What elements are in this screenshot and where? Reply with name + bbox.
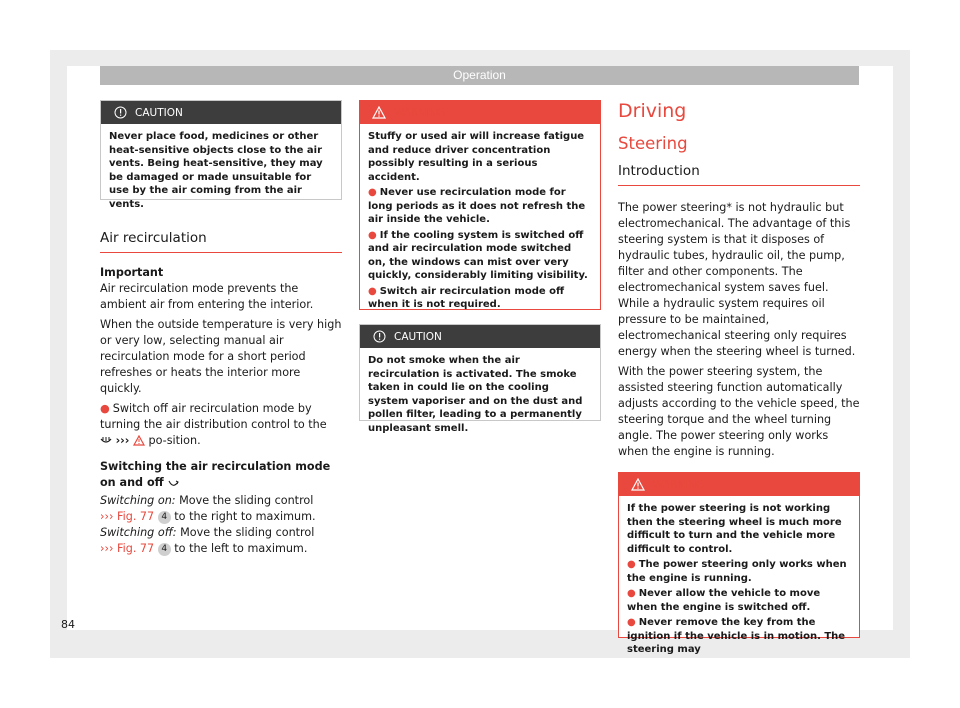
warning-triangle-icon [372, 106, 386, 120]
warning-label: WARNING [394, 106, 446, 119]
page-number: 84 [61, 618, 75, 631]
air-distribution-icon [100, 435, 112, 451]
caution-text: Do not smoke when the air recirculation is activated. The smoke taken in could lie on the cooling system vaporiser and on the dust and pollen filter, leading to a permanently unpleasant smell. [368, 355, 583, 434]
info-circle-icon [372, 330, 386, 344]
callout-badge: 4 [158, 511, 171, 524]
switch-off-text: Switching off: Move the sliding control ››› Fig. 77 4 to the left to maximum. [100, 526, 315, 555]
subsection-title: Introduction [618, 163, 860, 186]
callout-badge: 4 [158, 543, 171, 556]
caution-label: CAUTION [394, 330, 442, 343]
warning-bullet: ● Never remove the key from the ignition if the vehicle is in motion. The steering may [627, 617, 846, 655]
column-right [618, 100, 860, 655]
caution-box [359, 324, 601, 434]
section-body [618, 200, 860, 460]
warning-text: Stuffy or used air will increase fatigue and reduce driver concentration possibly resulting in a serious accident. ● Never use recirculation mode for long periods as it does not refresh the air inside the vehicle. ● If the cooling system is switched off and air recirculation mode switched on, the windows can mist over very quickly, considerably limiting visibility. ● Switch air recirculation mode off when it is not required. [360, 124, 600, 322]
paragraph: The power steering* is not hydraulic but electromechanical. The advantage of this steering system is that it disposes of hydraulic tubes, hydraulic oil, the pump, filter and other components. The electromechanical system saves fuel. While a hydraulic system requires oil pressure to be maintained, electromechanical steering only requires energy when the steering wheel is turned. [618, 201, 856, 358]
warning-label: WARNING [653, 478, 705, 491]
recirculation-icon [168, 477, 179, 493]
warning-triangle-icon [631, 478, 645, 492]
caution-text: Never place food, medicines or other heat-sensitive objects close to the air vents. Being heat-sensitive, they may be damaged or made unsuitable for use by the air coming from the air vents. [109, 131, 323, 210]
section-body [100, 265, 342, 557]
warning-box [359, 100, 601, 310]
warning-bullet: ● Never allow the vehicle to move when the engine is switched off. [627, 588, 821, 613]
column-left [100, 100, 342, 561]
caution-label: CAUTION [135, 106, 183, 119]
figure-reference[interactable]: ››› Fig. 77 [100, 542, 155, 555]
warning-header [619, 473, 859, 496]
warning-bullet: ● Never use recirculation mode for long periods as it does not refresh the air inside the vehicle. [368, 187, 586, 225]
info-circle-icon [113, 106, 127, 120]
switch-on-text: Switching on: Move the sliding control ››› Fig. 77 4 to the right to maximum. [100, 494, 316, 523]
bullet-icon: ● [100, 402, 110, 415]
column-middle [359, 100, 601, 434]
warning-bullet: ● Switch air recirculation mode off when it is not required. [368, 285, 565, 310]
caution-header [360, 325, 600, 348]
warning-header [360, 101, 600, 124]
section-title: Steering [618, 134, 688, 153]
switch-heading: Switching the air recirculation mode on and off [100, 459, 342, 493]
caution-box [100, 100, 342, 210]
important-heading: Important [100, 266, 164, 279]
warning-triangle-icon [133, 435, 145, 451]
figure-reference[interactable]: ››› Fig. 77 [100, 510, 155, 523]
paragraph: Air recirculation mode prevents the ambient air from entering the interior. [100, 282, 314, 311]
warning-box [618, 472, 860, 655]
chapter-title: Driving [618, 100, 687, 122]
warning-text: If the power steering is not working then the steering wheel is much more difficult to turn and the vehicle more difficult to control. ● The power steering only works when the engine is running. ● Never allow the vehicle to move when the engine is switched off. ● Never remove the key from the ignition if the vehicle is in motion. The steering may [619, 496, 859, 667]
section-title: Air recirculation [100, 230, 342, 253]
warning-bullet: ● If the cooling system is switched off and air recirculation mode switched on, the windows can mist over very quickly, considerably limiting visibility. [368, 229, 588, 281]
paragraph: With the power steering system, the assisted steering function automatically adjusts according to the vehicle speed, the steering torque and the wheel turning angle. The power steering only works when the engine is running. [618, 365, 860, 458]
paragraph: When the outside temperature is very high or very low, selecting manual air recirculation mode for a short period refreshes or heats the interior more quickly. [100, 318, 342, 395]
page-header: Operation [100, 66, 859, 85]
caution-header [101, 101, 341, 124]
warning-bullet: ● The power steering only works when the engine is running. [627, 559, 847, 584]
bullet-item: ● Switch off air recirculation mode by turning the air distribution control to the ››› po-sition. [100, 401, 342, 451]
